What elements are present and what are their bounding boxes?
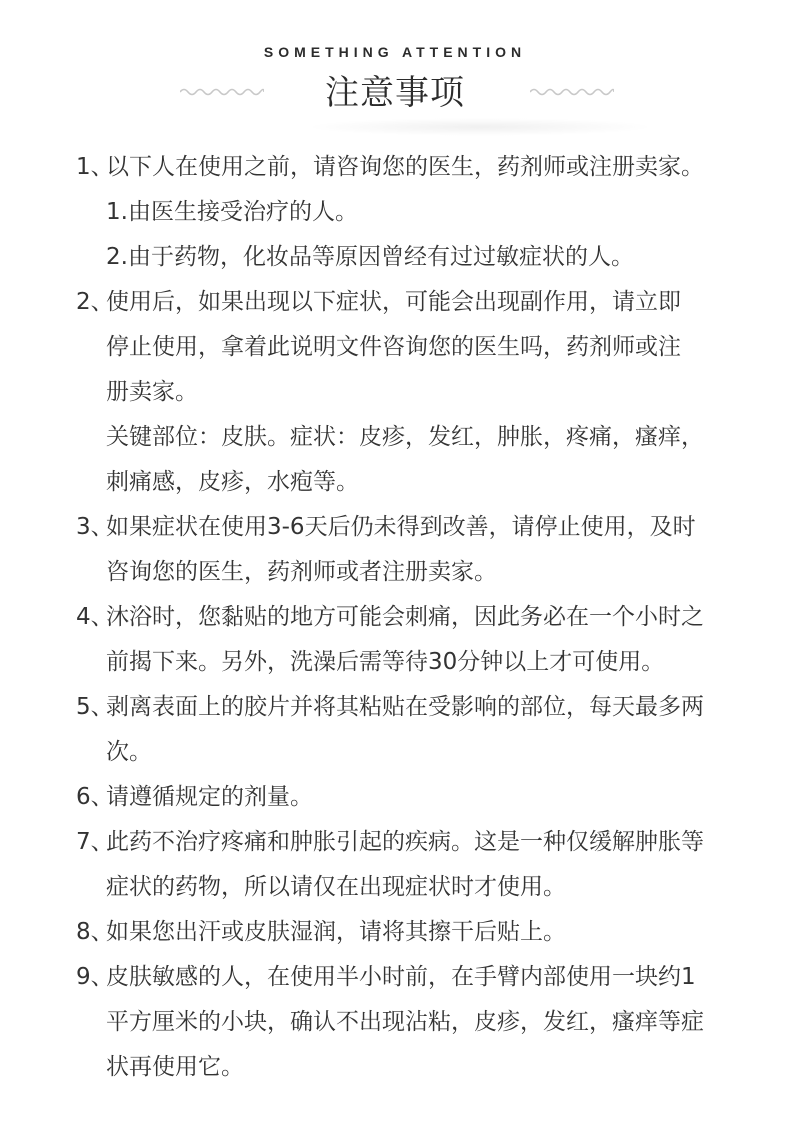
item-text: 咨询您的医生，药剂师或者注册卖家。 bbox=[106, 559, 497, 585]
title-row bbox=[0, 70, 790, 120]
item-text: 如果您出汗或皮肤湿润，请将其擦干后贴上。 bbox=[106, 919, 566, 945]
item-text: 沐浴时，您黏贴的地方可能会刺痛，因此务必在一个小时之 bbox=[106, 604, 704, 630]
item-text: 以下人在使用之前，请咨询您的医生，药剂师或注册卖家。 bbox=[106, 154, 704, 180]
item-text: 2.由于药物，化妆品等原因曾经有过过敏症状的人。 bbox=[106, 244, 634, 270]
notice-list bbox=[0, 145, 790, 1090]
item-text: 关键部位：皮肤。症状：皮疹，发红，肿胀，疼痛，瘙痒， bbox=[106, 424, 704, 450]
item-number: 9、 bbox=[76, 964, 114, 990]
item-text: 此药不治疗疼痛和肿胀引起的疾病。这是一种仅缓解肿胀等 bbox=[106, 829, 704, 855]
list-item bbox=[0, 910, 790, 955]
item-text: 如果症状在使用3-6天后仍未得到改善，请停止使用，及时 bbox=[106, 514, 696, 540]
item-text: 停止使用，拿着此说明文件咨询您的医生吗，药剂师或注 bbox=[106, 334, 681, 360]
item-number: 1、 bbox=[76, 154, 114, 180]
item-text: 剥离表面上的胶片并将其粘贴在受影响的部位，每天最多两 bbox=[106, 694, 704, 720]
item-number: 4、 bbox=[76, 604, 114, 630]
section-eyebrow: SOMETHING ATTENTION bbox=[263, 44, 527, 60]
item-text: 状再使用它。 bbox=[106, 1054, 244, 1080]
list-item bbox=[0, 820, 790, 910]
list-item bbox=[0, 685, 790, 775]
item-number: 3、 bbox=[76, 514, 114, 540]
item-number: 8、 bbox=[76, 919, 114, 945]
item-text: 使用后，如果出现以下症状，可能会出现副作用，请立即 bbox=[106, 289, 681, 315]
item-text: 前揭下来。另外，洗澡后需等待30分钟以上才可使用。 bbox=[106, 649, 665, 675]
item-number: 6、 bbox=[76, 784, 114, 810]
list-item bbox=[0, 505, 790, 595]
wave-divider-right-icon bbox=[530, 84, 614, 98]
item-number: 2、 bbox=[76, 289, 114, 315]
item-number: 5、 bbox=[76, 694, 114, 720]
list-item bbox=[0, 280, 790, 505]
header bbox=[0, 0, 790, 140]
list-item bbox=[0, 145, 790, 280]
item-number: 7、 bbox=[76, 829, 114, 855]
list-item bbox=[0, 775, 790, 820]
list-item bbox=[0, 595, 790, 685]
title-shadow bbox=[305, 118, 655, 136]
item-text: 1.由医生接受治疗的人。 bbox=[106, 199, 358, 225]
item-text: 平方厘米的小块，确认不出现沾粘，皮疹，发红，瘙痒等症 bbox=[106, 1009, 704, 1035]
item-text: 皮肤敏感的人，在使用半小时前，在手臂内部使用一块约1 bbox=[106, 964, 696, 990]
list-item bbox=[0, 955, 790, 1090]
item-text: 次。 bbox=[106, 739, 152, 765]
item-text: 刺痛感，皮疹，水疱等。 bbox=[106, 469, 359, 495]
item-text: 请遵循规定的剂量。 bbox=[106, 784, 313, 810]
item-text: 册卖家。 bbox=[106, 379, 198, 405]
item-text: 症状的药物，所以请仅在出现症状时才使用。 bbox=[106, 874, 566, 900]
page-title: 注意事项 bbox=[325, 73, 465, 113]
